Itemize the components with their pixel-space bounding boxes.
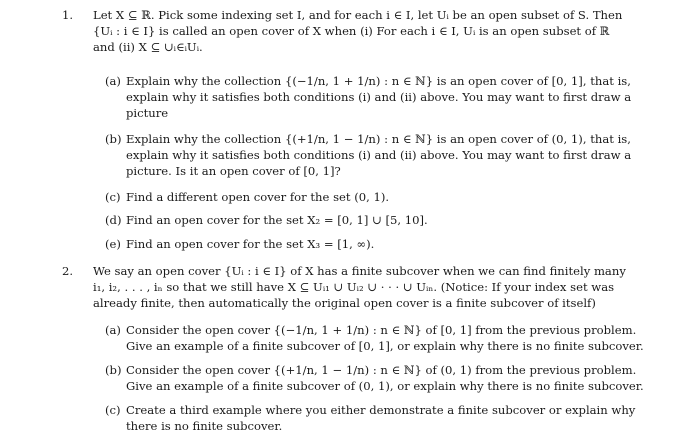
problem-1a-line-2: explain why it satisfies both conditions (i) and (ii) above. You may want to first draw a	[126, 90, 632, 104]
problem-2b-label: (b)	[105, 363, 122, 377]
problem-2-line-2: i₁, i₂, . . . , iₙ so that we still have X ⊆ Uᵢ₁ ∪ Uᵢ₂ ∪ · · · ∪ Uᵢₙ. (Notice: If your index set was	[93, 280, 615, 294]
problem-2c-line-1: Create a third example where you either demonstrate a finite subcover or explain why	[126, 403, 636, 417]
problem-1d-label: (d)	[105, 213, 122, 227]
problem-1b-line-3: picture. Is it an open cover of [0, 1]?	[126, 164, 341, 178]
problem-1-line-1: Let X ⊆ ℝ. Pick some indexing set I, and for each i ∈ I, let Uᵢ be an open subset of S. Then	[93, 8, 623, 22]
problem-1e-label: (e)	[105, 237, 121, 251]
problem-2-line-3: already finite, then automatically the original open cover is a finite subcover of itself)	[93, 296, 596, 310]
problem-2a-line-1: Consider the open cover {(−1/n, 1 + 1/n) : n ∈ ℕ} of [0, 1] from the previous problem.	[126, 323, 637, 337]
problem-1a-line-3: picture	[126, 106, 169, 120]
problem-2b-line-2: Give an example of a finite subcover of (0, 1), or explain why there is no finite subcover.	[126, 379, 644, 393]
problem-1a-label: (a)	[105, 74, 121, 88]
problem-2a-label: (a)	[105, 323, 121, 337]
problem-2b-line-1: Consider the open cover {(+1/n, 1 − 1/n) : n ∈ ℕ} of (0, 1) from the previous problem.	[126, 363, 637, 377]
problem-1-line-3: and (ii) X ⊆ ∪ᵢ∈ᵢUᵢ.	[93, 40, 203, 54]
problem-1a-line-1: Explain why the collection {(−1/n, 1 + 1/n) : n ∈ ℕ} is an open cover of [0, 1], that is,	[126, 74, 631, 88]
problem-1-number: 1.	[62, 8, 74, 22]
problem-1d-line-1: Find an open cover for the set X₂ = [0, 1] ∪ [5, 10].	[126, 213, 428, 227]
problem-1-line-2: {Uᵢ : i ∈ I} is called an open cover of X when (i) For each i ∈ I, Uᵢ is an open subset of ℝ	[93, 24, 610, 38]
problem-1b-label: (b)	[105, 132, 122, 146]
problem-2-number: 2.	[62, 264, 74, 278]
problem-2a-line-2: Give an example of a finite subcover of [0, 1], or explain why there is no finite subcover.	[126, 339, 644, 353]
problem-1e-line-1: Find an open cover for the set X₃ = [1, ∞).	[126, 237, 375, 251]
problem-1c-label: (c)	[105, 190, 121, 204]
problem-2c-line-2: there is no finite subcover.	[126, 419, 283, 433]
problem-1b-line-2: explain why it satisfies both conditions (i) and (ii) above. You may want to first draw a	[126, 148, 632, 162]
problem-2-line-1: We say an open cover {Uᵢ : i ∈ I} of X has a finite subcover when we can find finitely many	[93, 264, 626, 278]
problem-1b-line-1: Explain why the collection {(+1/n, 1 − 1/n) : n ∈ ℕ} is an open cover of (0, 1), that is,	[126, 132, 631, 146]
problem-1c-line-1: Find a different open cover for the set (0, 1).	[126, 190, 390, 204]
problem-2c-label: (c)	[105, 403, 121, 417]
